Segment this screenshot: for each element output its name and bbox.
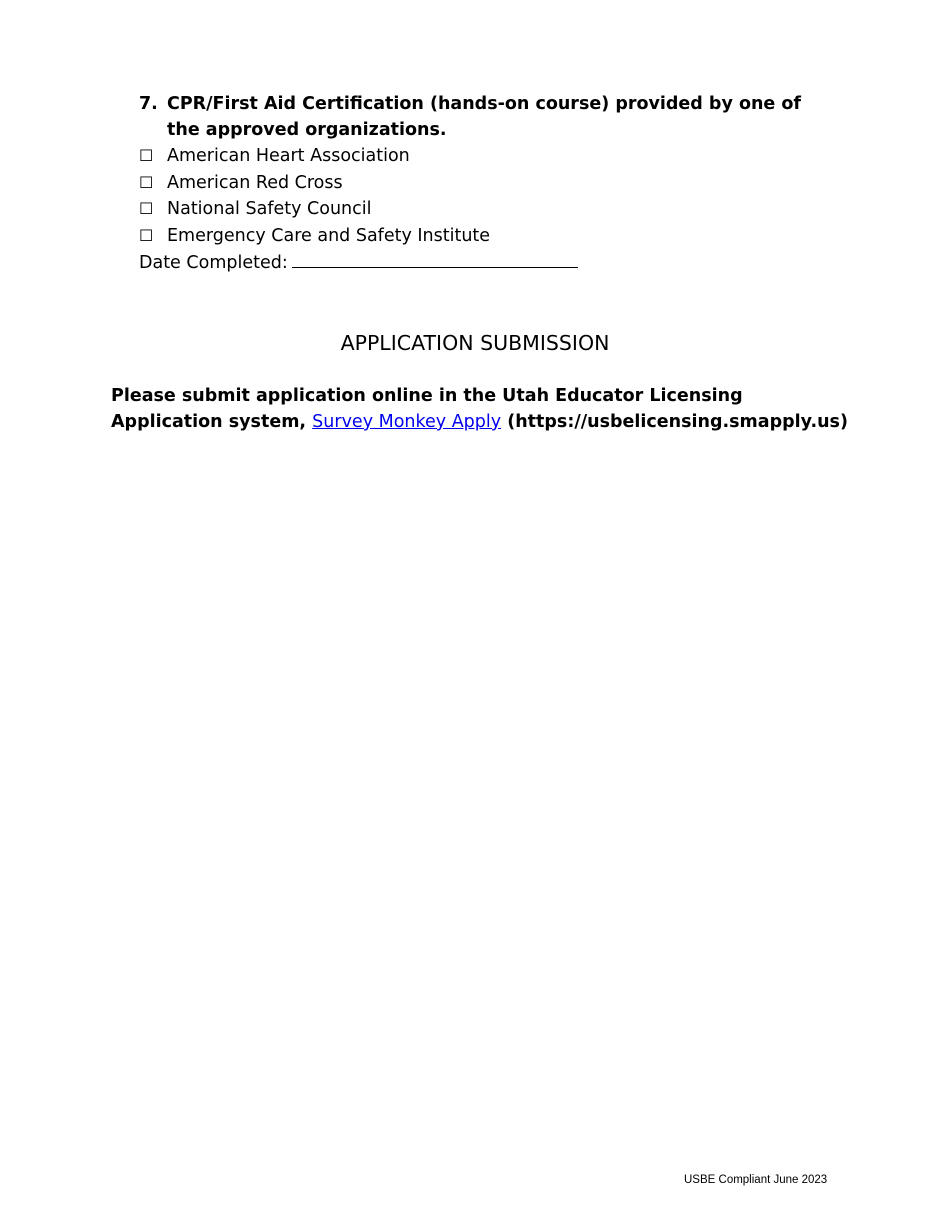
option-american-red-cross [139,170,839,197]
option-national-safety-council [139,196,839,223]
organization-options [139,143,839,249]
checkbox-icon[interactable]: ☐ [139,225,154,245]
item-heading-text: CPR/First Aid Certification (hands-on course) provided by one of the approved organizations. [167,94,802,140]
option-label: Emergency Care and Safety Institute [167,225,491,246]
survey-monkey-apply-link[interactable]: Survey Monkey Apply [312,412,502,432]
option-american-heart-association [139,143,839,170]
checkbox-icon[interactable]: ☐ [139,199,154,218]
item-number: 7. [139,94,158,114]
submission-text-before-link: Please submit application online in the Utah Educator Licensing Application system, [111,386,743,432]
submission-text-after-link: (https://usbelicensing.smapply.us) [501,412,848,432]
submission-instructions [111,383,851,435]
date-completed-label: Date Completed: [139,253,288,273]
item-heading [139,92,839,143]
option-label: American Red Cross [167,172,343,193]
checkbox-icon[interactable]: ☐ [139,172,154,192]
option-label: National Safety Council [167,199,372,219]
option-emergency-care-safety-institute [139,223,839,250]
checkbox-icon[interactable]: ☐ [139,146,154,165]
footer-compliance-note: USBE Compliant June 2023 [684,1174,828,1186]
section-title: APPLICATION SUBMISSION [340,331,610,355]
option-label: American Heart Association [167,146,410,166]
date-completed-field[interactable] [292,249,578,268]
cpr-certification-item [139,92,839,277]
date-completed-line [139,249,839,277]
